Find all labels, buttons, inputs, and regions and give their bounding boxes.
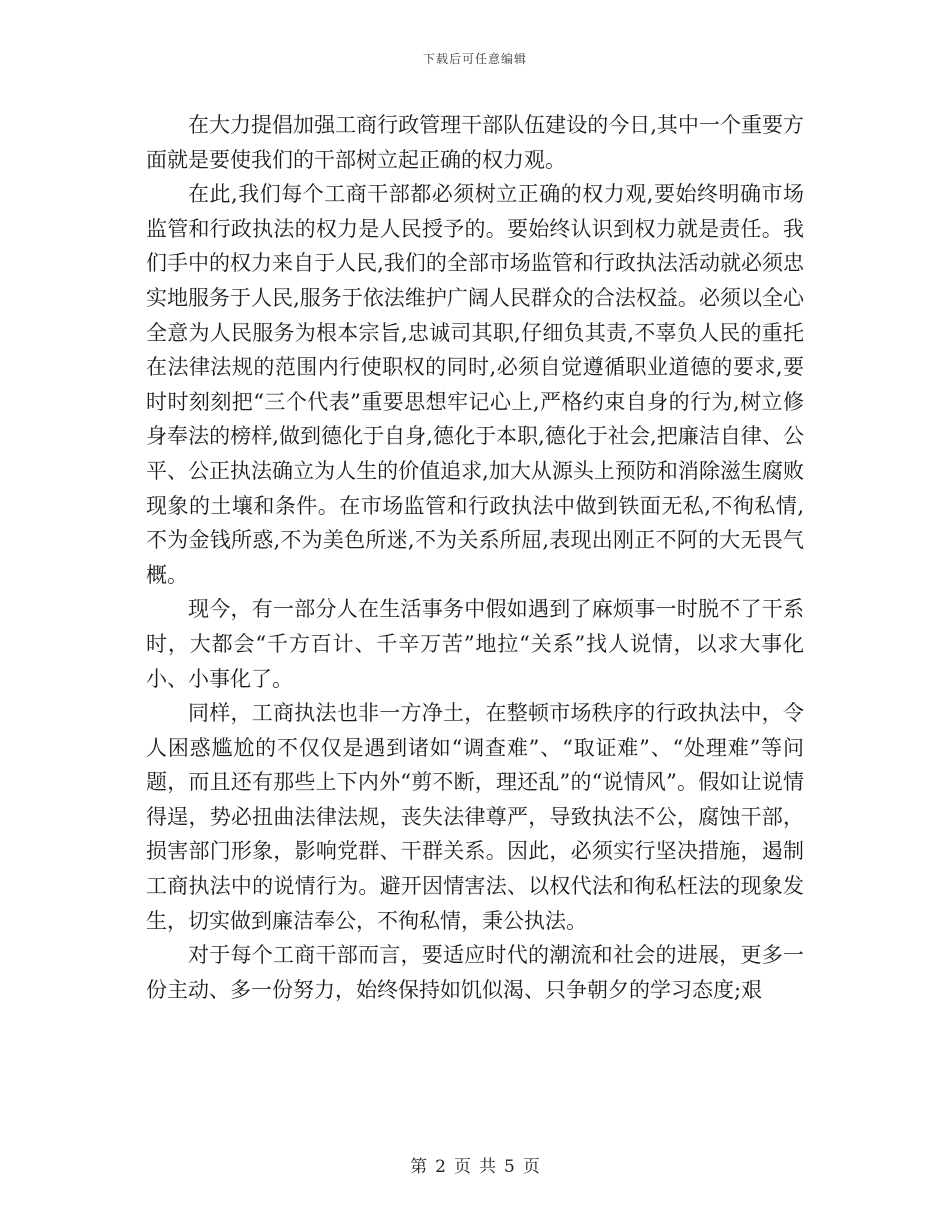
page-total-prefix: 共 [479, 1157, 496, 1177]
page-label-unit: 页 [454, 1157, 471, 1177]
paragraph-2: 在此,我们每个工商干部都必须树立正确的权力观,要始终明确市场监管和行政执法的权力是人民授予的。要始终认识到权力就是责任。我们手中的权力来自于人民,我们的全部市场监管和行政执法活动就必须忠实地服务于人民,服务于依法维护广阔人民群众的合法权益。必须以全心全意为人民服务为根本宗旨,忠诚司其职,仔细负其责,不辜负人民的重托在法律法规的范围内行使职权的同时,必须自觉遵循职业道德的要求,要时时刻刻把“三个代表”重要思想牢记心上,严格约束自身的行为,树立修身奉法的榜样,做到德化于自身,德化于本职,德化于社会,把廉洁自律、公平、公正执法确立为人生的价值追求,加大从源头上预防和消除滋生腐败现象的土壤和条件。在市场监管和行政执法中做到铁面无私,不徇私情,不为金钱所惑,不为美色所迷,不为关系所屈,表现出刚正不阿的大无畏气概。 [146, 182, 804, 587]
total-pages-number: 5 [504, 1157, 515, 1177]
page-label-prefix: 第 [410, 1157, 428, 1177]
page-header-note: 下载后可任意编辑 [422, 52, 527, 66]
page-number-footer [0, 1152, 950, 1177]
document-body [146, 108, 804, 1007]
page-label-suffix: 页 [522, 1157, 540, 1177]
current-page-number: 2 [435, 1157, 446, 1177]
paragraph-3: 现今，有一部分人在生活事务中假如遇到了麻烦事一时脱不了干系时，大都会“千方百计、千辛万苦”地拉“关系”找人说情，以求大事化小、小事化了。 [146, 597, 804, 691]
paragraph-4: 同样，工商执法也非一方净土，在整顿市场秩序的行政执法中，令人困惑尴尬的不仅仅是遇到诸如“调查难”、“取证难”、“处理难”等问题，而且还有那些上下内外“剪不断，理还乱”的“说情风”。假如让说情得逞，势必扭曲法律法规，丧失法律尊严，导致执法不公，腐蚀干部，损害部门形象，影响党群、干群关系。因此，必须实行坚决措施，遏制工商执法中的说情行为。避开因情害法、以权代法和徇私枉法的现象发生，切实做到廉洁奉公，不徇私情，秉公执法。 [146, 701, 804, 933]
paragraph-5: 对于每个工商干部而言，要适应时代的潮流和社会的进展，更多一份主动、多一份努力，始终保持如饥似渴、只争朝夕的学习态度;艰 [146, 943, 804, 1002]
paragraph-1: 在大力提倡加强工商行政管理干部队伍建设的今日,其中一个重要方面就是要使我们的干部树立起正确的权力观。 [146, 113, 804, 172]
